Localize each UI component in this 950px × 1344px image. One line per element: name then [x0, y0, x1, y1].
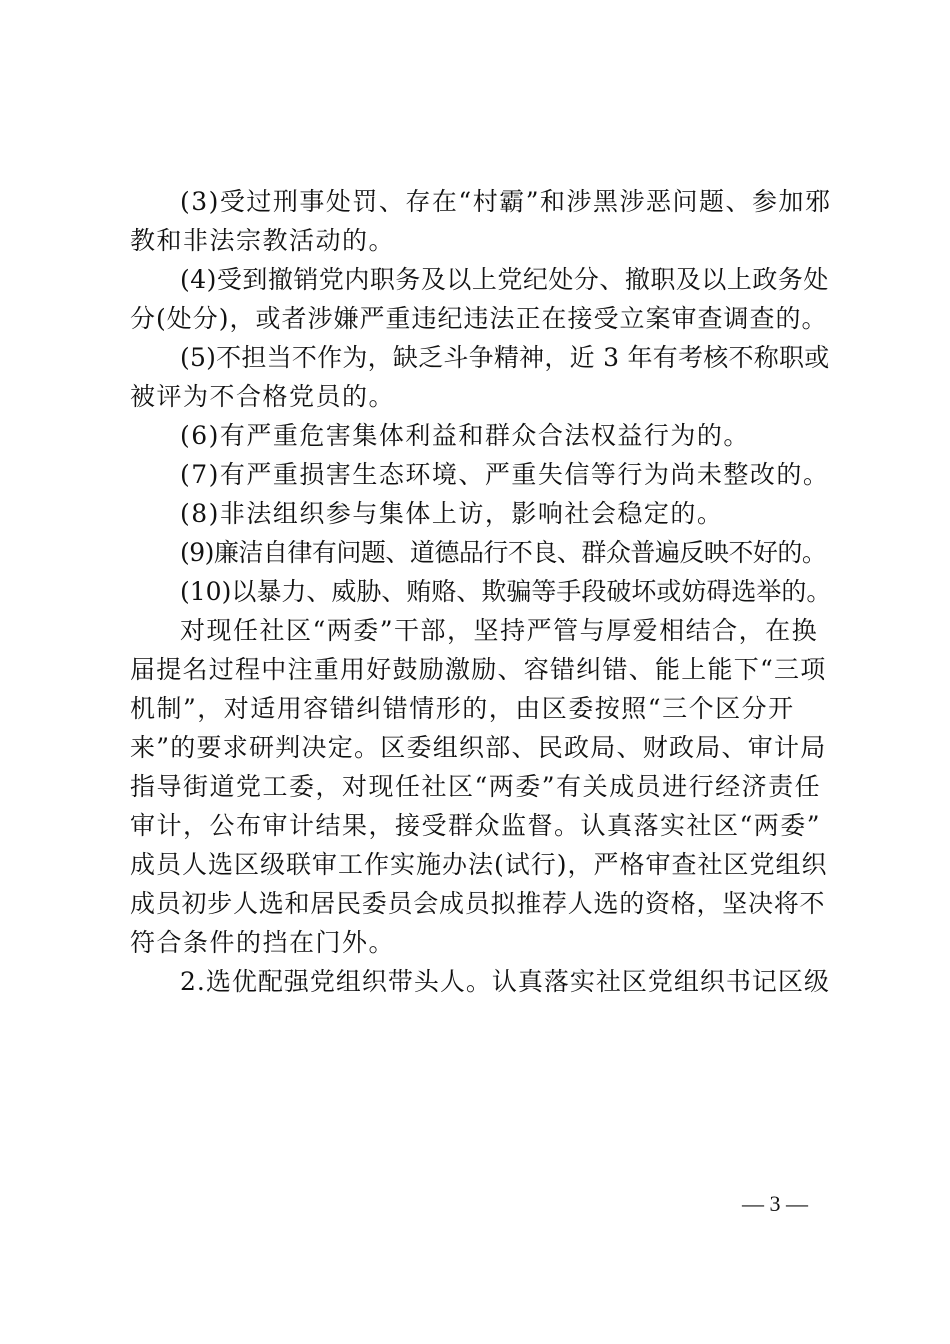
text-line: 成员初步人选和居民委员会成员拟推荐人选的资格，坚决将不: [130, 889, 826, 918]
text-line: 成员人选区级联审工作实施办法(试行)，严格审查社区党组织: [130, 850, 828, 879]
body-text: [130, 182, 830, 1001]
text-line: 指导街道党工委，对现任社区“两委”有关成员进行经济责任: [130, 772, 822, 801]
text-line: (8)非法组织参与集体上访，影响社会稳定的。: [180, 499, 724, 528]
text-line: 被评为不合格党员的。: [130, 382, 396, 411]
text-line: 对现任社区“两委”干部，坚持严管与厚爱相结合，在换: [180, 616, 819, 645]
text-line: (3)受过刑事处罚、存在“村霸”和涉黑涉恶问题、参加邪: [180, 187, 832, 216]
text-line: (10)以暴力、威胁、贿赂、欺骗等手段破坏或妨碍选举的。: [180, 577, 832, 606]
text-line: 教和非法宗教活动的。: [130, 226, 396, 255]
text-line: (4)受到撤销党内职务及以上党纪处分、撤职及以上政务处: [180, 265, 829, 294]
text-line: 来”的要求研判决定。区委组织部、民政局、财政局、审计局: [130, 733, 827, 762]
text-line: (9)廉洁自律有问题、道德品行不良、群众普遍反映不好的。: [180, 538, 827, 567]
text-line: 符合条件的挡在门外。: [130, 928, 396, 957]
text-line: 分(处分)，或者涉嫌严重违纪违法正在接受立案审查调查的。: [130, 304, 828, 333]
page-number: — 3 —: [742, 1191, 808, 1216]
text-line: 审计，公布审计结果，接受群众监督。认真落实社区“两委”: [130, 811, 822, 840]
text-line: (5)不担当不作为，缺乏斗争精神，近 3 年有考核不称职或: [180, 343, 830, 372]
text-line: (6)有严重危害集体利益和群众合法权益行为的。: [180, 421, 750, 450]
text-line: 届提名过程中注重用好鼓励激励、容错纠错、能上能下“三项: [130, 655, 827, 684]
text-line: 机制”，对适用容错纠错情形的，由区委按照“三个区分开: [130, 694, 795, 723]
text-line: (7)有严重损害生态环境、严重失信等行为尚未整改的。: [180, 460, 830, 489]
text-line: 2.选优配强党组织带头人。认真落实社区党组织书记区级: [180, 967, 830, 996]
